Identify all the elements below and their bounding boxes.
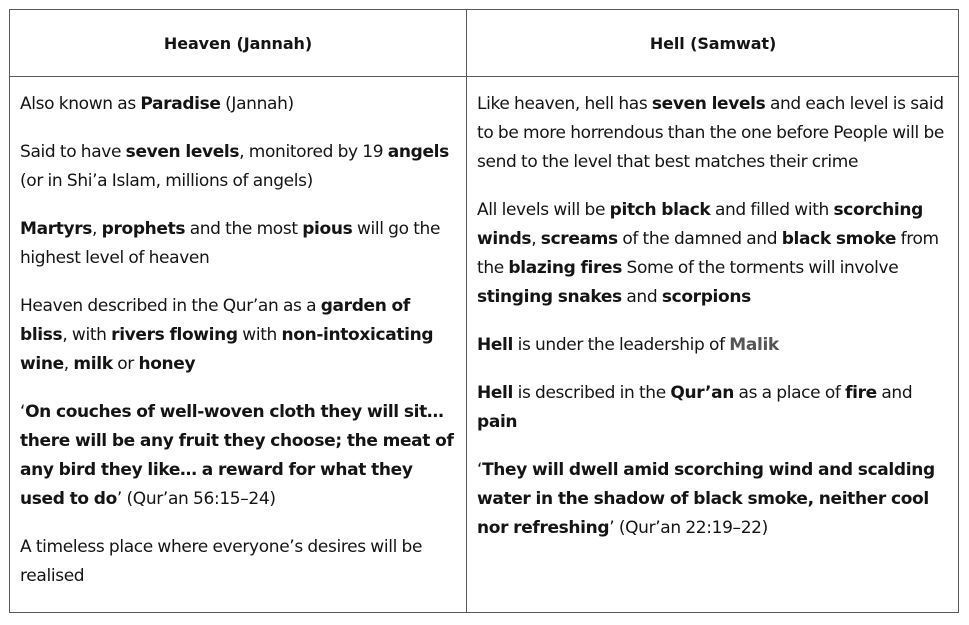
text-run: is under the leadership of [513, 335, 730, 355]
text-run: and each level is said to be more horrendous than the one before People will be send to the level that best matches their crime [477, 94, 945, 172]
hell-paragraph [477, 456, 945, 543]
hell-paragraph [477, 379, 945, 437]
hell-header: Hell (Samwat) [649, 33, 777, 53]
bold-text: Malik [729, 335, 779, 355]
bold-text: Hell [477, 383, 514, 403]
text-run: with [237, 325, 282, 345]
bold-text: scorching winds [477, 200, 923, 249]
bold-text: pitch black [609, 200, 711, 220]
bold-text: fire [845, 383, 877, 403]
text-run: , [63, 354, 74, 374]
text-run: ’ (Qur’an 22:19–22) [609, 518, 768, 538]
text-run: and the most [185, 219, 303, 239]
hell-paragraph [477, 331, 945, 360]
text-run: (or in Shi’a Islam, millions of angels) [20, 171, 313, 191]
text-run: of the damned and [617, 229, 782, 249]
bold-text: honey [138, 354, 196, 374]
text-run: and [621, 287, 662, 307]
bold-text: rivers flowing [111, 325, 238, 345]
heaven-header: Heaven (Jannah) [163, 33, 313, 53]
bold-text: black smoke [781, 229, 897, 249]
bold-text: Qur’an [670, 383, 734, 403]
text-run: from the [477, 229, 939, 278]
bold-text: pain [477, 412, 518, 432]
text-run: as a place of [733, 383, 846, 403]
hell-paragraph [477, 196, 945, 312]
text-run: , [92, 219, 102, 239]
bold-text: Paradise [140, 94, 221, 114]
heaven-paragraph [20, 138, 454, 196]
bold-text: seven levels [651, 94, 766, 114]
bold-text: They will dwell amid scorching wind and scalding water in the shadow of black smoke, neither cool nor refreshing [477, 460, 935, 538]
text-run: Said to have [20, 142, 126, 162]
text-run: ‘ [477, 460, 483, 480]
comparison-table [9, 9, 959, 613]
text-run: Also known as [20, 94, 141, 114]
bold-text: Hell [477, 335, 514, 355]
text-run: Some of the torments will involve [622, 258, 899, 278]
header-divider [10, 76, 958, 77]
hell-paragraph [477, 90, 945, 177]
text-run: All levels will be [477, 200, 610, 220]
hell-column [477, 90, 945, 562]
bold-text: garden of bliss [20, 296, 410, 345]
text-run: ’ (Qur’an 56:15–24) [116, 489, 276, 509]
text-run: ‘ [20, 402, 26, 422]
text-run: is described in the [513, 383, 671, 403]
text-run: Heaven described in the Qur’an as a [20, 296, 321, 316]
text-run: will go the highest level of heaven [20, 219, 441, 268]
bold-text: angels [387, 142, 449, 162]
bold-text: On couches of well-woven cloth they will sit… there will be any fruit they choose; the meat of any bird they like… a reward for what they used to do [20, 402, 454, 509]
heaven-paragraph [20, 533, 454, 591]
text-run: and filled with [710, 200, 834, 220]
bold-text: pious [302, 219, 353, 239]
heaven-paragraph [20, 292, 454, 379]
text-run: or [112, 354, 139, 374]
bold-text: Martyrs [20, 219, 93, 239]
text-run: , with [62, 325, 112, 345]
bold-text: blazing fires [508, 258, 622, 278]
heaven-paragraph [20, 90, 454, 119]
text-run: , [531, 229, 541, 249]
bold-text: prophets [101, 219, 186, 239]
heaven-column [20, 90, 454, 610]
bold-text: scorpions [661, 287, 751, 307]
bold-text: screams [540, 229, 618, 249]
text-run: , monitored by 19 [239, 142, 388, 162]
text-run: A timeless place where everyone’s desires will be realised [20, 537, 423, 586]
bold-text: milk [73, 354, 113, 374]
heaven-paragraph [20, 215, 454, 273]
heaven-paragraph [20, 398, 454, 514]
text-run: Like heaven, hell has [477, 94, 652, 114]
bold-text: non-intoxicating wine [20, 325, 434, 374]
bold-text: seven levels [125, 142, 240, 162]
text-run: (Jannah) [220, 94, 294, 114]
bold-text: stinging snakes [477, 287, 622, 307]
column-divider [466, 10, 467, 612]
text-run: and [876, 383, 913, 403]
